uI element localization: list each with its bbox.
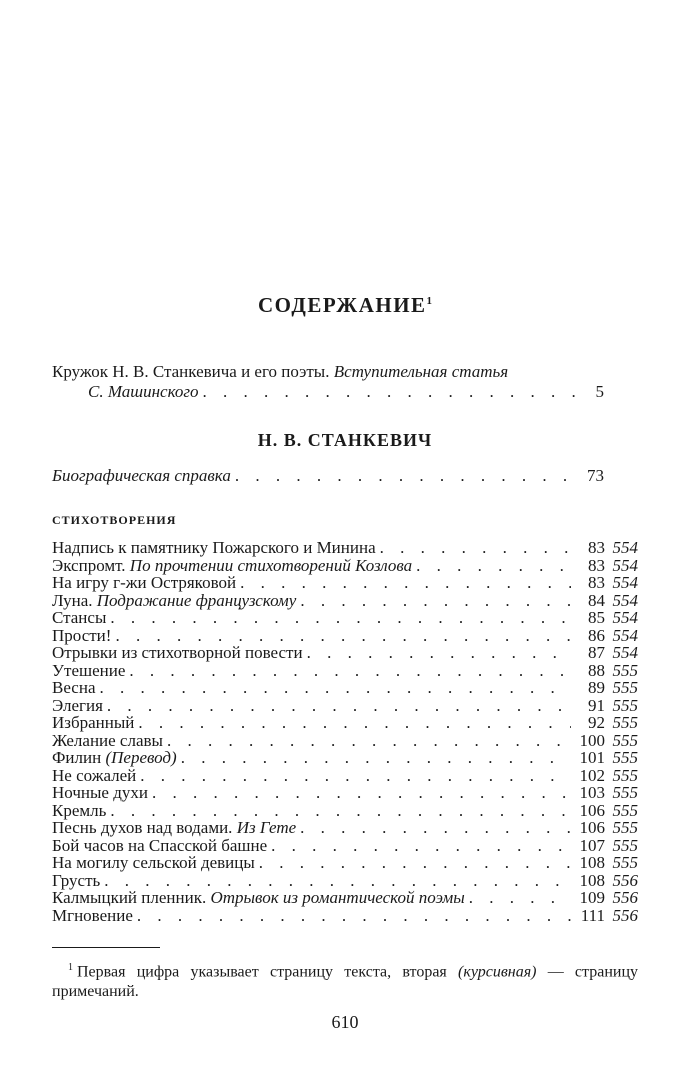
intro-italic: Вступительная статья (333, 362, 509, 381)
footnote (52, 958, 638, 1002)
toc-entry-title (52, 819, 296, 837)
toc-entry (52, 872, 638, 890)
bio-label: Биографическая справка (52, 466, 231, 485)
section-heading: СТИХОТВОРЕНИЯ (52, 513, 177, 527)
toc-text-page: 83 (588, 573, 605, 592)
toc-entry-plain: Не сожалей (52, 765, 137, 785)
toc-entry-title (52, 539, 376, 557)
leader-dots (300, 592, 571, 610)
toc-entry (52, 837, 638, 855)
bio-page: 73 (587, 466, 604, 485)
toc-entry-title (52, 802, 106, 820)
toc-entry (52, 574, 638, 592)
toc-notes-page: 555 (612, 730, 638, 750)
toc-entry-title (52, 889, 465, 907)
toc-text-page: 84 (588, 590, 605, 610)
toc-entry-title (52, 784, 148, 802)
leader-dots (107, 697, 571, 715)
toc-notes-page: 555 (612, 678, 638, 697)
toc-entry (52, 784, 638, 802)
toc-text-page: 103 (579, 783, 605, 802)
toc-entry-title (52, 907, 133, 925)
toc-entry (52, 644, 638, 662)
toc-entry-italic: По прочтении стихотворений Козлова (129, 555, 413, 575)
toc-entry-italic: Подражание французскому (96, 590, 297, 610)
toc-text-page: 86 (588, 625, 605, 645)
leader-dots (110, 802, 571, 820)
toc-entry-plain: Весна (52, 678, 96, 697)
toc-text-page: 107 (579, 835, 605, 855)
leader-dots (240, 574, 571, 592)
toc-notes-page: 554 (612, 573, 638, 592)
leader-dots (416, 557, 571, 575)
leader-dots (181, 749, 571, 767)
toc-notes-page: 554 (612, 608, 638, 627)
toc-entry-title (52, 662, 125, 680)
intro-author: С. Машинского (88, 382, 199, 401)
toc-entry-plain: Кремль (52, 800, 107, 820)
toc-notes-page: 555 (612, 783, 638, 802)
leader-dots (380, 539, 571, 557)
toc-text-page: 100 (579, 730, 605, 750)
toc-entry-title (52, 732, 163, 750)
toc-notes-page: 555 (612, 765, 638, 785)
footnote-text-2: — страницу примечаний. (52, 963, 639, 1001)
toc-entry-italic: (Перевод) (105, 748, 177, 767)
toc-text-page: 92 (588, 713, 605, 732)
toc-entry-title (52, 714, 134, 732)
toc-text-page: 101 (579, 748, 605, 767)
bio-entry (52, 466, 604, 486)
toc-entry (52, 854, 638, 872)
footnote-rule (52, 947, 160, 948)
toc-notes-page: 556 (612, 888, 638, 907)
toc-entry (52, 697, 638, 715)
toc-entry (52, 907, 638, 925)
page-number: 610 (331, 1012, 359, 1032)
leader-dots (271, 837, 571, 855)
toc-entry (52, 662, 638, 680)
toc-text-page: 91 (588, 695, 605, 715)
toc-notes-page: 555 (612, 713, 638, 732)
leader-dots (259, 854, 571, 872)
toc-notes-page: 556 (612, 905, 638, 925)
toc-entry-plain: Луна. (52, 590, 97, 610)
toc-entry-title (52, 767, 136, 785)
leader-dots (104, 872, 571, 890)
toc-entry (52, 627, 638, 645)
page-title (0, 293, 690, 318)
toc-entry-title (52, 609, 106, 627)
leader-dots (167, 732, 571, 750)
toc-notes-page: 555 (612, 835, 638, 855)
toc-entry-plain: На игру г-жи Остряковой (52, 573, 237, 592)
toc-entry-plain: Надпись к памятнику Пожарского и Минина (52, 538, 376, 557)
intro-plain: Кружок Н. В. Станкевича и его поэты. (52, 362, 334, 381)
leader-dots (469, 889, 571, 907)
toc-entry-title (52, 697, 103, 715)
toc-entry-plain: Элегия (52, 695, 103, 715)
toc-notes-page: 554 (612, 590, 638, 610)
toc-entry-title (52, 872, 100, 890)
toc-text-page: 106 (579, 800, 605, 820)
toc-entry-title (52, 592, 296, 610)
toc-notes-page: 556 (612, 870, 638, 890)
toc-text-page: 83 (588, 555, 605, 575)
toc-entry (52, 802, 638, 820)
leader-dots (137, 907, 571, 925)
toc-entry (52, 609, 638, 627)
toc-notes-page: 555 (612, 800, 638, 820)
leader-dots (115, 627, 571, 645)
toc-text-page: 108 (579, 853, 605, 872)
leader-dots (203, 382, 592, 402)
toc-notes-page: 555 (612, 748, 638, 767)
leader-dots (100, 679, 572, 697)
toc-entry-title (52, 644, 303, 662)
intro-entry (52, 362, 604, 402)
toc-entry-plain: Бой часов на Спасской башне (52, 835, 268, 855)
toc-entry-plain: Отрывки из стихотворной повести (52, 643, 303, 662)
intro-page: 5 (595, 382, 604, 401)
toc-entry-title (52, 679, 96, 697)
toc-notes-page: 554 (612, 643, 638, 662)
title-footnote-mark: 1 (426, 295, 433, 307)
toc-entry-plain: Мгновение (52, 905, 133, 925)
toc-notes-page: 554 (612, 555, 638, 575)
toc-entry-title (52, 557, 412, 575)
toc-notes-page: 555 (612, 818, 638, 837)
leader-dots (129, 662, 571, 680)
toc-list (52, 539, 638, 924)
leader-dots (235, 466, 583, 486)
leader-dots (138, 714, 571, 732)
toc-notes-page: 554 (612, 625, 638, 645)
toc-text-page: 83 (588, 538, 605, 557)
toc-entry-title (52, 574, 236, 592)
toc-entry-plain: Стансы (52, 608, 107, 627)
toc-entry (52, 592, 638, 610)
toc-entry-plain: Прости! (52, 625, 112, 645)
toc-entry-title (52, 837, 267, 855)
toc-text-page: 108 (579, 870, 605, 890)
toc-notes-page: 554 (612, 538, 638, 557)
toc-entry-plain: Ночные духи (52, 783, 148, 802)
toc-text-page: 106 (579, 818, 605, 837)
toc-notes-page: 555 (612, 695, 638, 715)
toc-entry (52, 539, 638, 557)
toc-entry-plain: Филин (52, 748, 106, 767)
footnote-italic: (курсивная) (458, 963, 537, 981)
toc-entry-plain: Экспромт. (52, 555, 130, 575)
toc-notes-page: 555 (612, 853, 638, 872)
leader-dots (152, 784, 571, 802)
toc-entry-title (52, 854, 255, 872)
intro-line-1 (52, 362, 604, 382)
author-heading: Н. В. СТАНКЕВИЧ (257, 430, 433, 450)
toc-entry-plain: Калмыцкий пленник. (52, 888, 211, 907)
toc-entry-title (52, 749, 177, 767)
toc-entry (52, 889, 638, 907)
toc-entry (52, 767, 638, 785)
toc-entry (52, 732, 638, 750)
toc-entry-plain: Желание славы (52, 730, 163, 750)
toc-entry-plain: Утешение (52, 660, 126, 680)
toc-entry-italic: Из Гете (236, 818, 297, 837)
leader-dots (307, 644, 571, 662)
toc-entry-title (52, 627, 111, 645)
page-title-text: СОДЕРЖАНИЕ (257, 293, 427, 317)
toc-entry-plain: Песнь духов над водами. (52, 818, 237, 837)
toc-entry-plain: Избранный (52, 713, 135, 732)
toc-entry (52, 714, 638, 732)
toc-entry-plain: На могилу сельской девицы (52, 853, 255, 872)
footnote-text-1: Первая цифра указывает страницу текста, вторая (77, 963, 459, 981)
toc-entry (52, 679, 638, 697)
leader-dots (140, 767, 571, 785)
leader-dots (110, 609, 571, 627)
toc-entry-italic: Отрывок из романтической поэмы (210, 888, 465, 907)
toc-text-page: 85 (588, 608, 605, 627)
toc-text-page: 89 (588, 678, 605, 697)
toc-text-page: 111 (580, 905, 605, 925)
toc-entry (52, 819, 638, 837)
toc-entry (52, 749, 638, 767)
intro-line-2 (52, 382, 604, 402)
toc-notes-page: 555 (612, 660, 638, 680)
toc-text-page: 87 (588, 643, 605, 662)
toc-text-page: 109 (579, 888, 605, 907)
footnote-mark: 1 (68, 962, 73, 973)
toc-text-page: 88 (588, 660, 605, 680)
leader-dots (300, 819, 571, 837)
toc-text-page: 102 (579, 765, 605, 785)
toc-entry-plain: Грусть (52, 870, 101, 890)
toc-entry (52, 557, 638, 575)
